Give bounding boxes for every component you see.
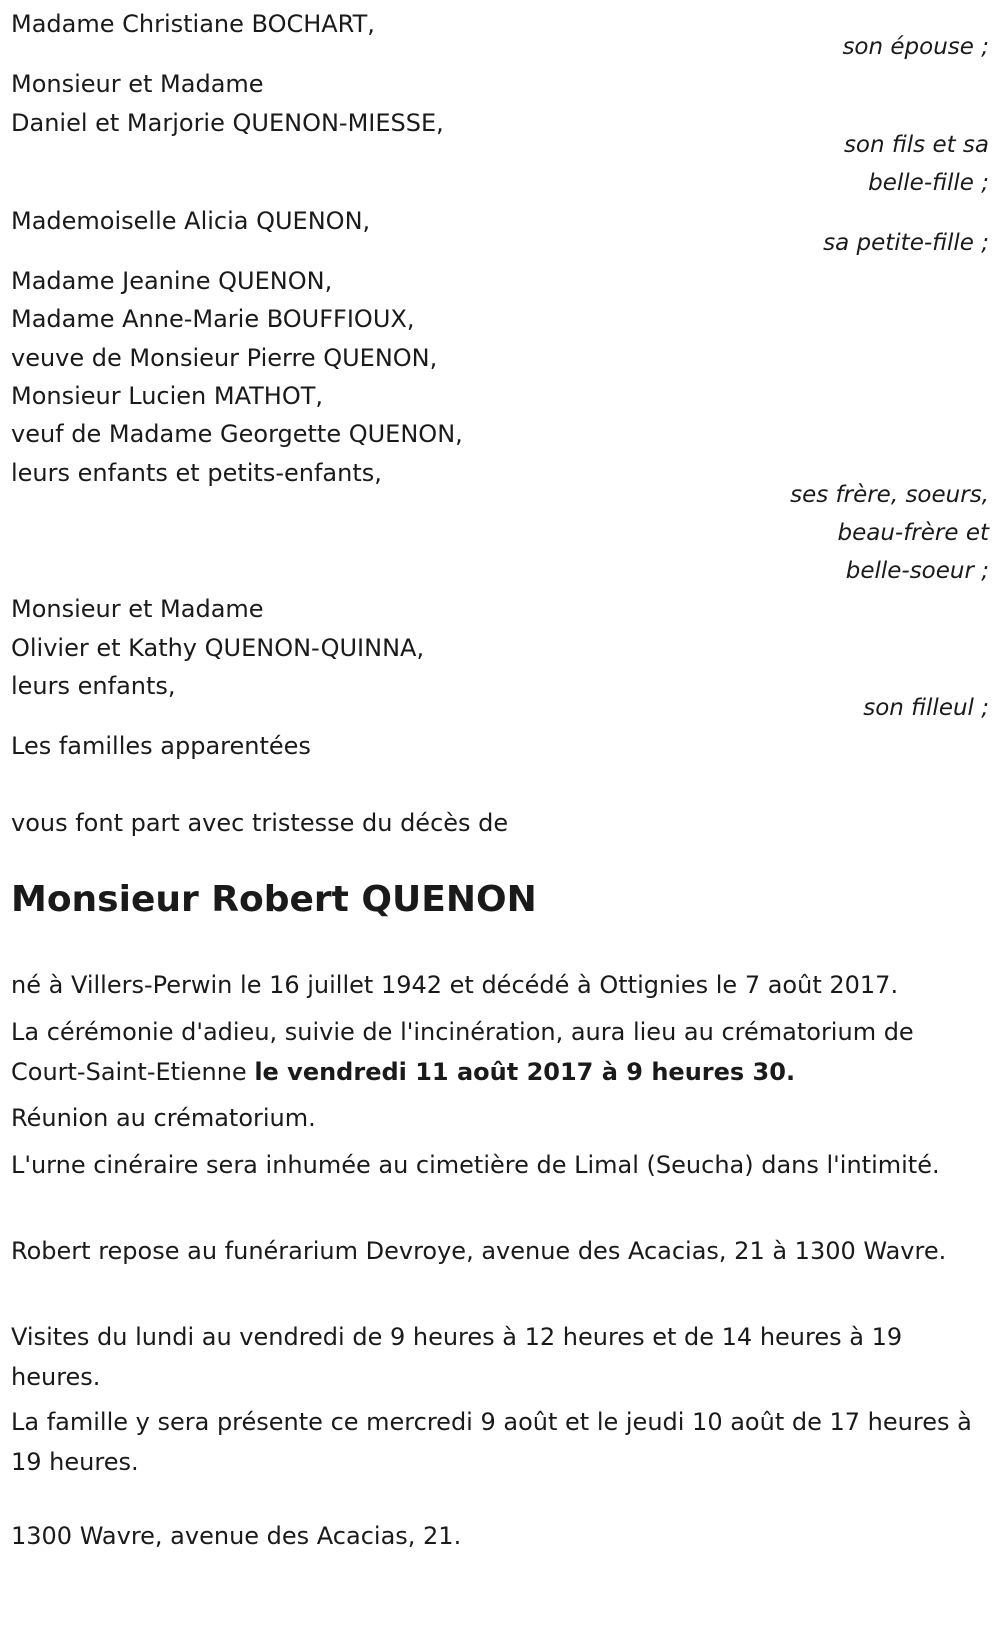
relation-siblings: beau-frère et [837,520,989,546]
relation-son: son fils et sa [843,132,989,158]
birth-death-text: né à Villers-Perwin le 16 juillet 1942 et décédé à Ottignies le 7 août 2017. [11,971,899,999]
deceased-name: Monsieur Robert QUENON [11,879,537,920]
ceremony-date: le vendredi 11 août 2017 à 9 heures 30. [254,1058,796,1086]
family-line: Mademoiselle Alicia QUENON, [11,207,371,235]
relation-godson: son filleul ; [863,695,989,721]
family-line: leurs enfants et petits-enfants, [11,459,382,487]
repose-text: Robert repose au funérarium Devroye, avenue des Acacias, 21 à 1300 Wavre. [11,1237,947,1265]
ceremony-text [11,1012,986,1092]
family-line: Olivier et Kathy QUENON-QUINNA, [11,634,425,662]
relation-spouse: son épouse ; [842,34,989,60]
ceremony-place: La cérémonie d'adieu, suivie de l'incinération, aura lieu au crématorium de Court-Saint-Etienne [11,1018,914,1086]
family-line: Monsieur et Madame [11,70,264,98]
family-line: Daniel et Marjorie QUENON-MIESSE, [11,109,444,137]
visits-text: Visites du lundi au vendredi de 9 heures à 12 heures et de 14 heures à 19 heures. [11,1323,903,1391]
family-line: leurs enfants, [11,672,176,700]
announcement-intro: vous font part avec tristesse du décès de [11,809,509,837]
relation-granddaughter: sa petite-fille ; [823,230,989,256]
family-line: Les familles apparentées [11,732,311,760]
reunion-text: Réunion au crématorium. [11,1104,316,1132]
family-line: Monsieur et Madame [11,595,264,623]
family-line: Monsieur Lucien MATHOT, [11,382,324,410]
address-text: 1300 Wavre, avenue des Acacias, 21. [11,1522,462,1550]
urn-text: L'urne cinéraire sera inhumée au cimetière de Limal (Seucha) dans l'intimité. [11,1151,940,1179]
family-line: Madame Anne-Marie BOUFFIOUX, [11,305,415,333]
relation-son: belle-fille ; [868,170,989,196]
family-line: veuve de Monsieur Pierre QUENON, [11,344,438,372]
relation-siblings: ses frère, soeurs, [790,482,989,508]
family-line-spouse: Madame Christiane BOCHART, [11,10,375,38]
family-present-text: La famille y sera présente ce mercredi 9 août et le jeudi 10 août de 17 heures à 19 heures. [11,1408,972,1476]
family-line: veuf de Madame Georgette QUENON, [11,420,463,448]
relation-siblings: belle-soeur ; [845,558,989,584]
family-line: Madame Jeanine QUENON, [11,267,333,295]
